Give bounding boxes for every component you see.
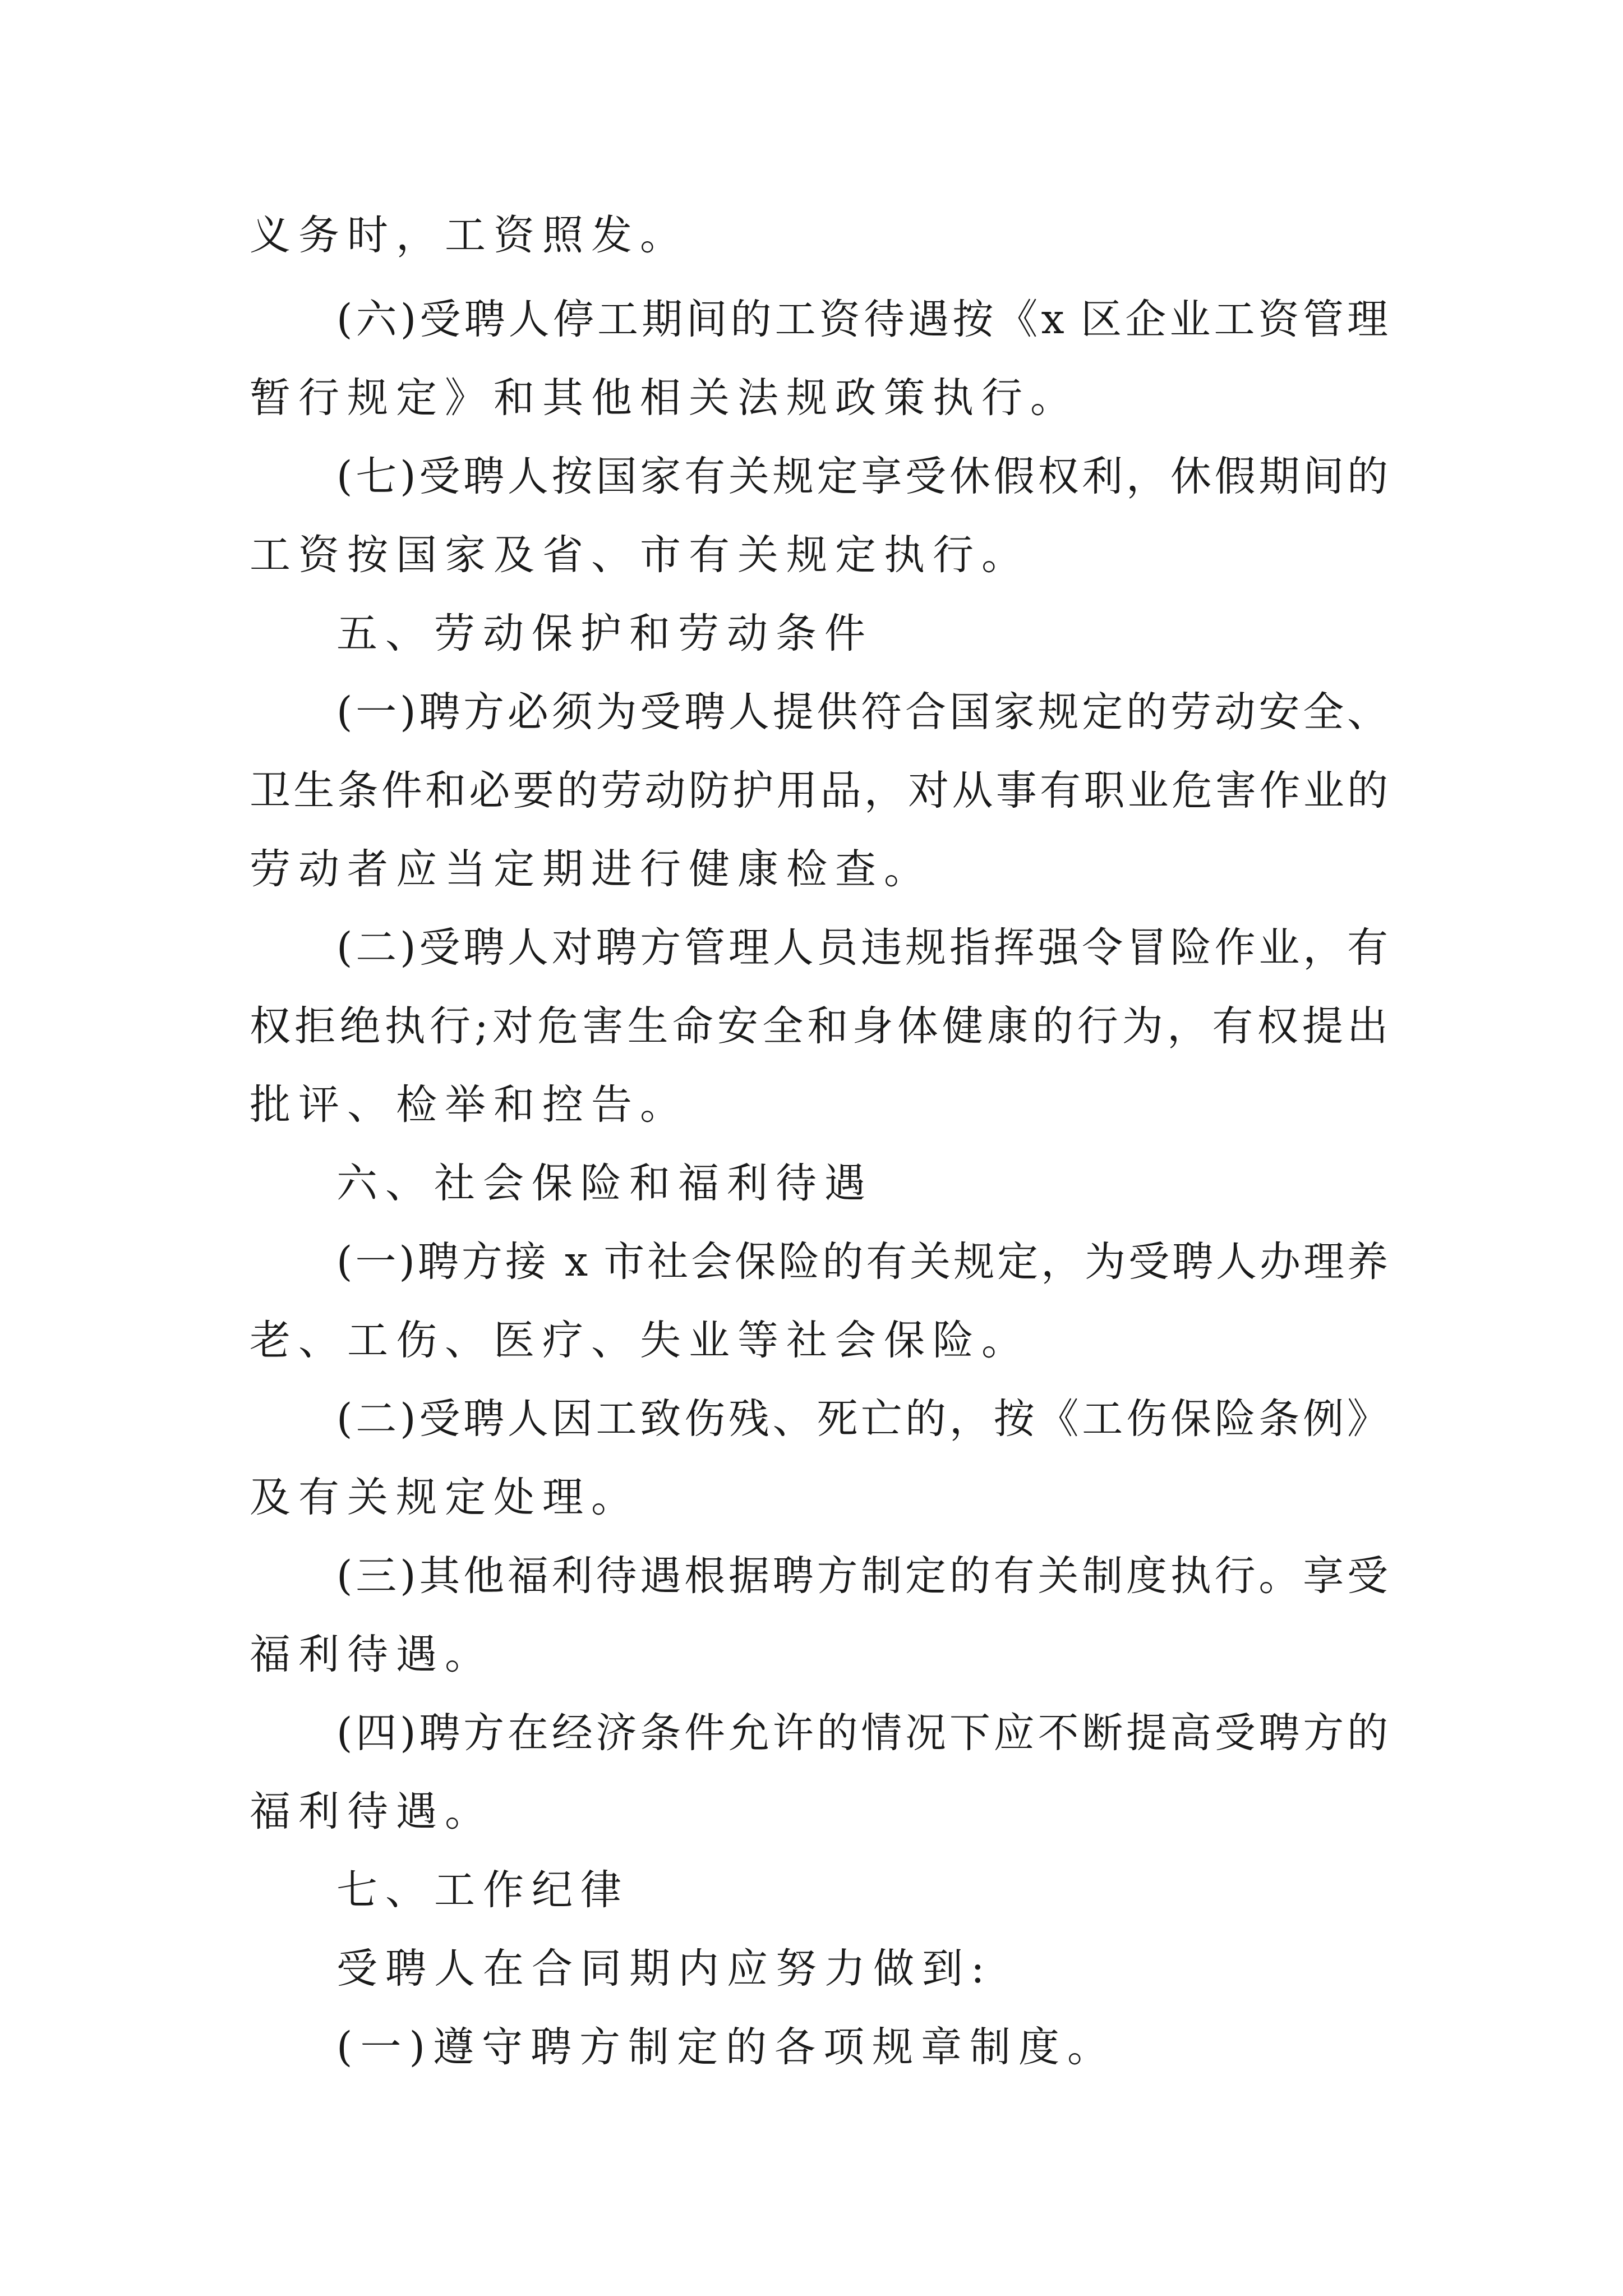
- text-line: 义务时，工资照发。: [250, 211, 689, 259]
- text-line: (三)其他福利待遇根据聘方制定的有关制度执行。享受: [336, 1552, 1388, 1600]
- text-line: 福利待遇。: [250, 1631, 494, 1678]
- text-line: (七)受聘人按国家有关规定享受休假权利，休假期间的: [336, 453, 1388, 500]
- section-heading: 七、工作纪律: [336, 1866, 629, 1914]
- text-line: 卫生条件和必要的劳动防护用品，对从事有职业危害作业的: [250, 767, 1388, 815]
- text-line: 权拒绝执行;对危害生命安全和身体健康的行为，有权提出: [250, 1002, 1388, 1050]
- text-line: 受聘人在合同期内应努力做到:: [336, 1945, 993, 1993]
- text-line: (一)遵守聘方制定的各项规章制度。: [336, 2023, 1116, 2071]
- text-line: 劳动者应当定期进行健康检查。: [250, 845, 933, 893]
- text-line: 批评、检举和控告。: [250, 1081, 689, 1129]
- text-line: (六)受聘人停工期间的工资待遇按《x 区企业工资管理: [336, 296, 1388, 343]
- text-line: (四)聘方在经济条件允许的情况下应不断提高受聘方的: [336, 1709, 1388, 1757]
- text-line: (二)受聘人对聘方管理人员违规指挥强令冒险作业，有: [336, 924, 1388, 972]
- section-heading: 六、社会保险和福利待遇: [336, 1159, 873, 1207]
- text-line: 福利待遇。: [250, 1788, 494, 1835]
- text-line: 工资按国家及省、市有关规定执行。: [250, 531, 1030, 579]
- section-heading: 五、劳动保护和劳动条件: [336, 610, 873, 657]
- text-line: 老、工伤、医疗、失业等社会保险。: [250, 1317, 1030, 1364]
- text-line: (一)聘方接 x 市社会保险的有关规定，为受聘人办理养: [336, 1238, 1388, 1286]
- text-line: (一)聘方必须为受聘人提供符合国家规定的劳动安全、: [336, 688, 1388, 736]
- text-line: 及有关规定处理。: [250, 1474, 640, 1521]
- text-line: 暂行规定》和其他相关法规政策执行。: [250, 374, 1079, 422]
- text-line: (二)受聘人因工致伤残、死亡的，按《工伤保险条例》: [336, 1395, 1388, 1443]
